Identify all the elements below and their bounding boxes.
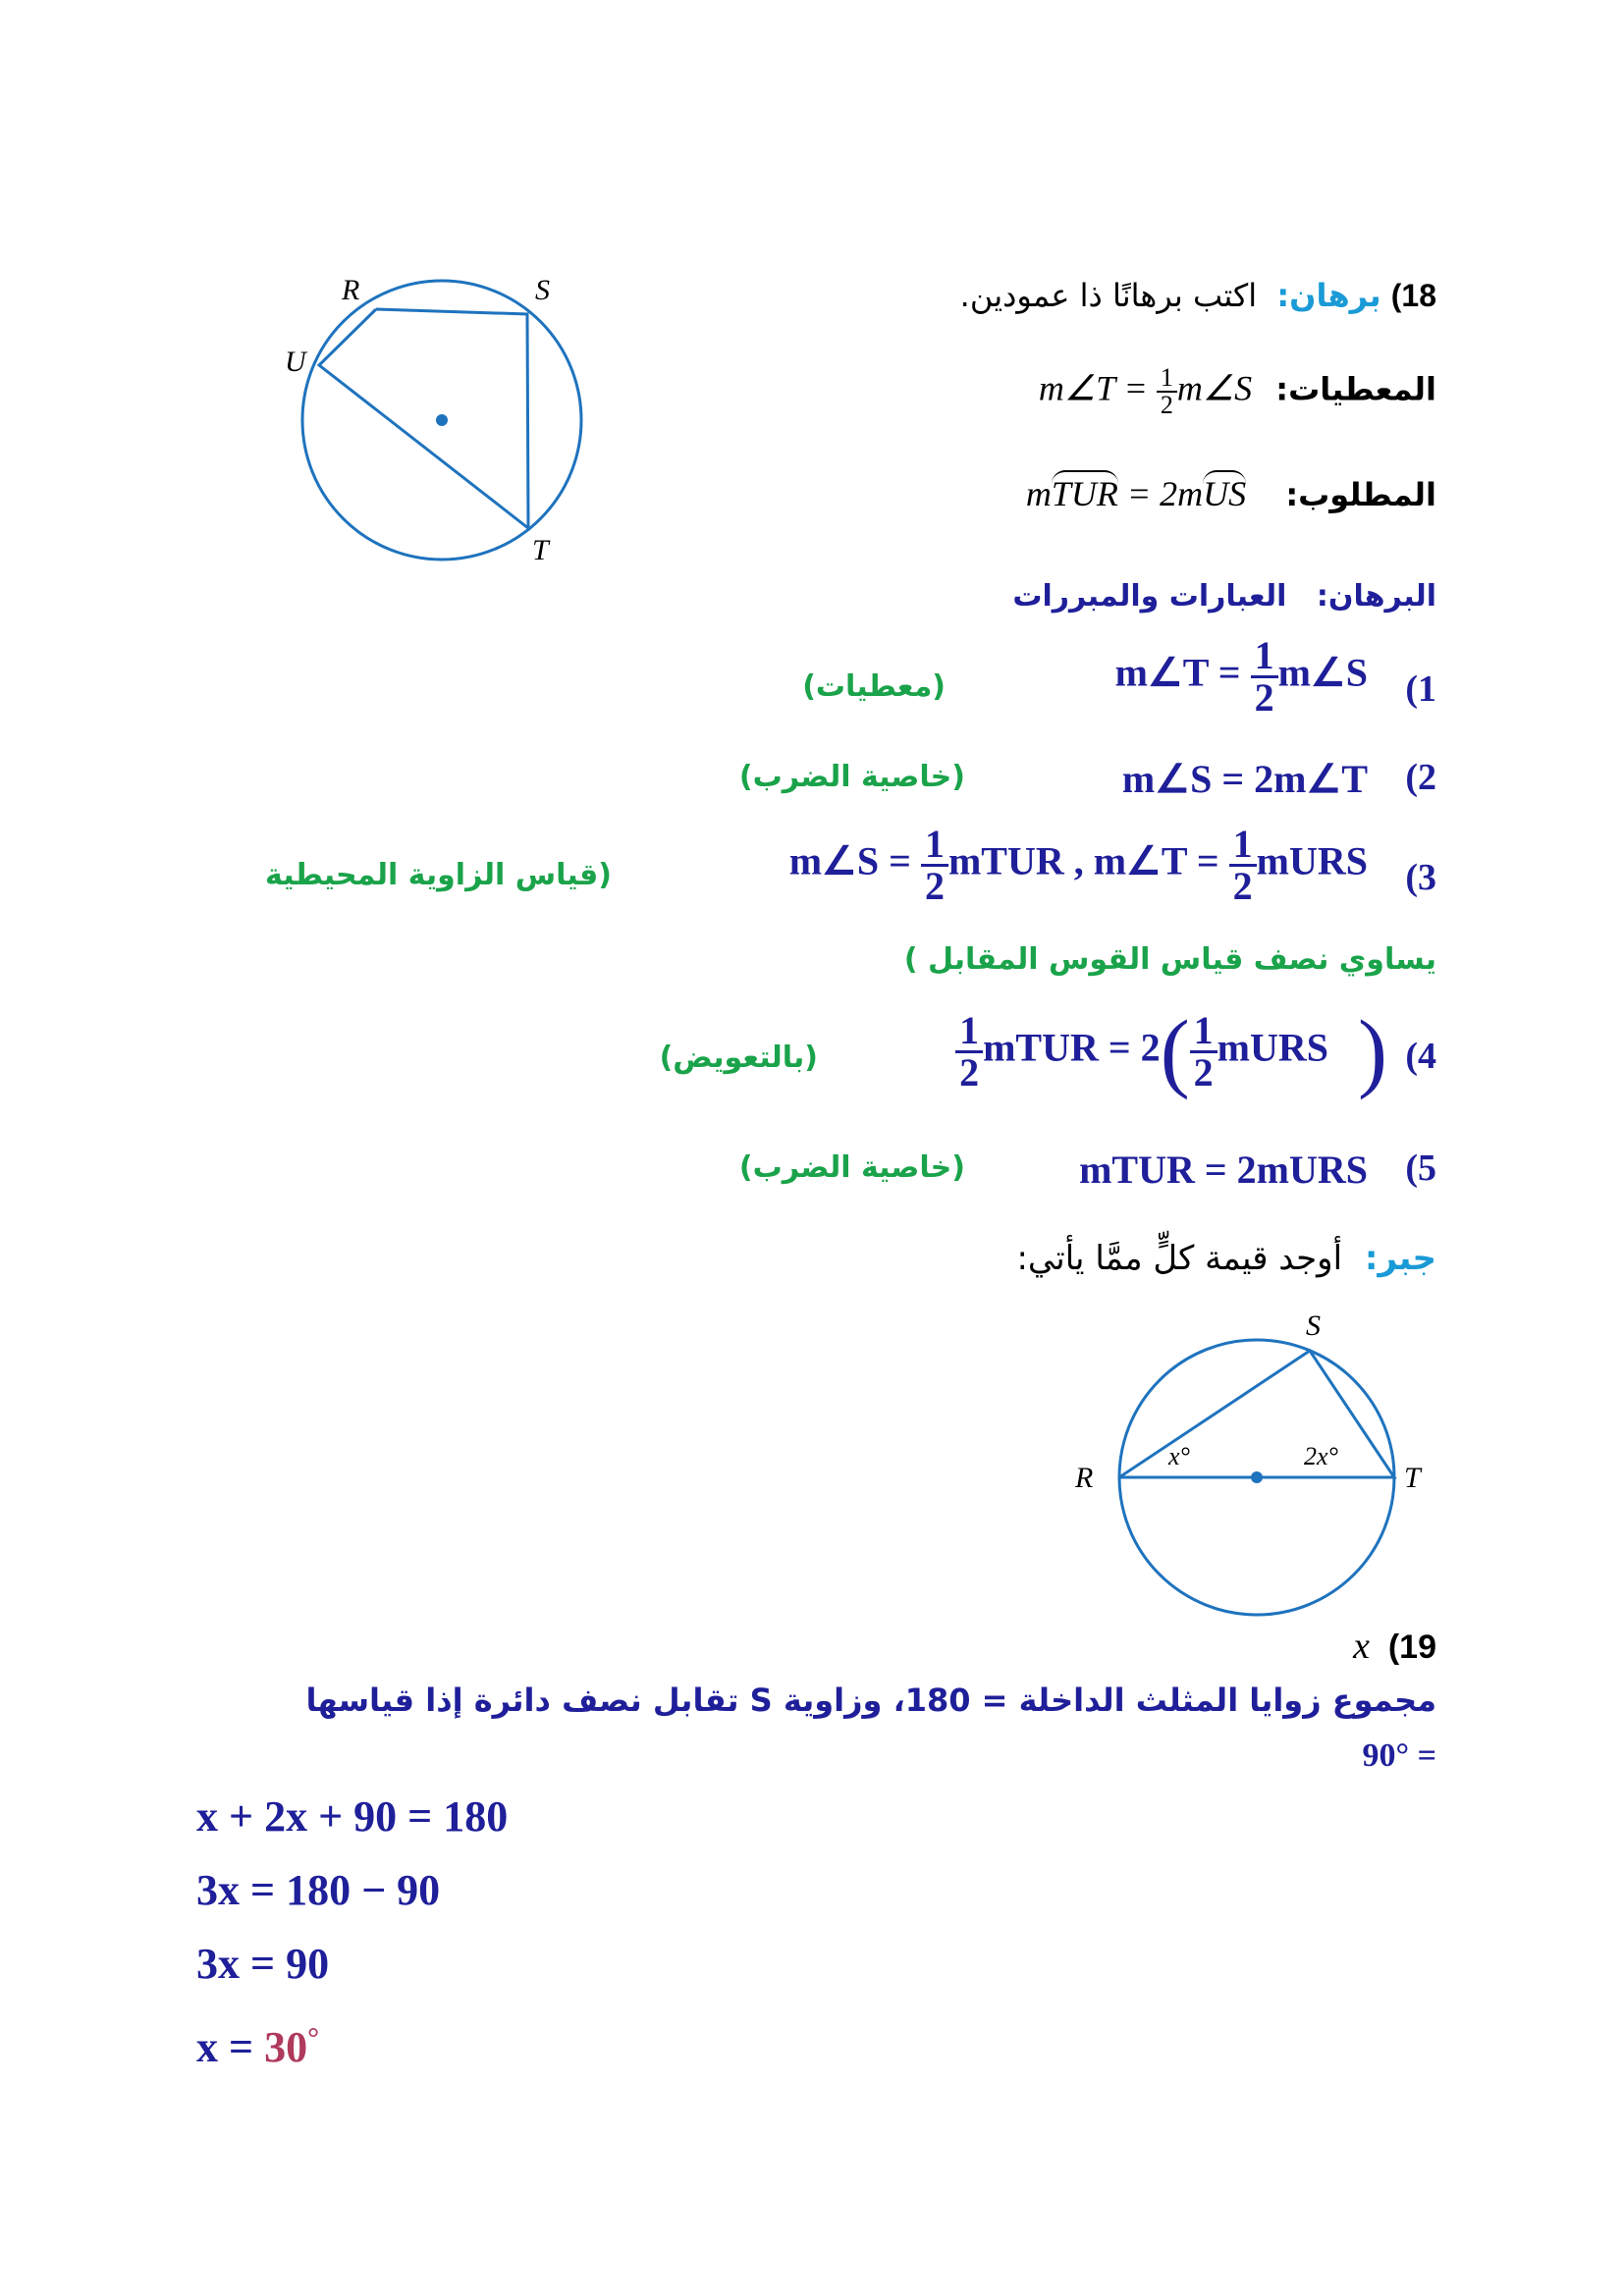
- label-t: T: [1404, 1462, 1421, 1494]
- problem-19-header: x (19: [1353, 1626, 1436, 1667]
- problem-label: برهان:: [1276, 277, 1381, 314]
- label-s: S: [535, 274, 550, 306]
- problem-instruction: اكتب برهانًا ذا عمودين.: [959, 277, 1258, 314]
- algebra-header: جبر: أوجد قيمة كلٍّ ممَّا يأتي:: [1016, 1239, 1436, 1278]
- step-4-expression: $\frac{1}{2}$ mTUR = 2( $\frac{1}{2}$ mURS ): [955, 1001, 1387, 1102]
- explanation-line-1: مجموع زوايا المثلث الداخلة = 180، وزاوية S تقابل نصف دائرة إذا قياسها: [305, 1682, 1436, 1719]
- label-u: U: [285, 346, 306, 378]
- equation-2: 3x = 180 − 90: [196, 1866, 441, 1914]
- proof-step-2: (2 m∠S = 2m∠T (خاصية الضرب): [738, 757, 1436, 801]
- circle-figure-19: [1060, 1306, 1473, 1629]
- problem-number: 18): [1390, 278, 1436, 313]
- label-r: R: [1075, 1462, 1094, 1494]
- proof-step-4: (4 $\frac{1}{2}$ mTUR = 2( $\frac{1}{2}$ mURS ) (بالتعويض): [659, 1003, 1436, 1100]
- problem-18-header: [960, 277, 1436, 314]
- label-2x: 2x°: [1304, 1442, 1338, 1470]
- label-r: R: [342, 274, 360, 306]
- given-line: [1039, 365, 1436, 418]
- step-3-expression: m∠S = $\frac{1}{2}$ mTUR , m∠T = $\frac{1}{2}$ mURS: [788, 822, 1368, 908]
- circle-figure-18: [275, 255, 609, 579]
- label-s: S: [1306, 1309, 1321, 1342]
- explanation-line-2: = 90°: [1362, 1737, 1436, 1774]
- label-t: T: [532, 534, 549, 566]
- given-expression: m∠T = $\frac{1}{2}$ m∠S: [1038, 363, 1253, 419]
- label-x: x°: [1168, 1442, 1190, 1470]
- answer-value: 30: [264, 2023, 308, 2071]
- prove-line: [1026, 473, 1436, 514]
- step-1-expression: m∠T = $\frac{1}{2}$ m∠S: [1114, 633, 1368, 720]
- prove-expression: mTUR = 2mUS: [1026, 473, 1246, 514]
- proof-heading: البرهان: العبارات والمبررات: [1012, 579, 1436, 614]
- proof-step-5: (5 mTUR = 2mURS (خاصية الضرب): [738, 1148, 1436, 1192]
- answer-line: x = 30°: [196, 2022, 320, 2071]
- equation-1: x + 2x + 90 = 180: [196, 1792, 509, 1841]
- equations: [196, 1791, 508, 2072]
- given-label: المعطيات:: [1275, 370, 1436, 408]
- proof-step-3: (3 m∠S = $\frac{1}{2}$ mTUR , m∠T = $\frac{1}{2}$ mURS (قياس الزاوية المحيطية: [265, 822, 1436, 908]
- proof-step-1: (1 m∠T = $\frac{1}{2}$ m∠S (معطيات): [802, 633, 1436, 720]
- prove-label: المطلوب:: [1285, 476, 1436, 513]
- step-3-reason-cont: يساوي نصف قياس القوس المقابل ): [903, 942, 1436, 977]
- equation-3: 3x = 90: [196, 1940, 330, 1988]
